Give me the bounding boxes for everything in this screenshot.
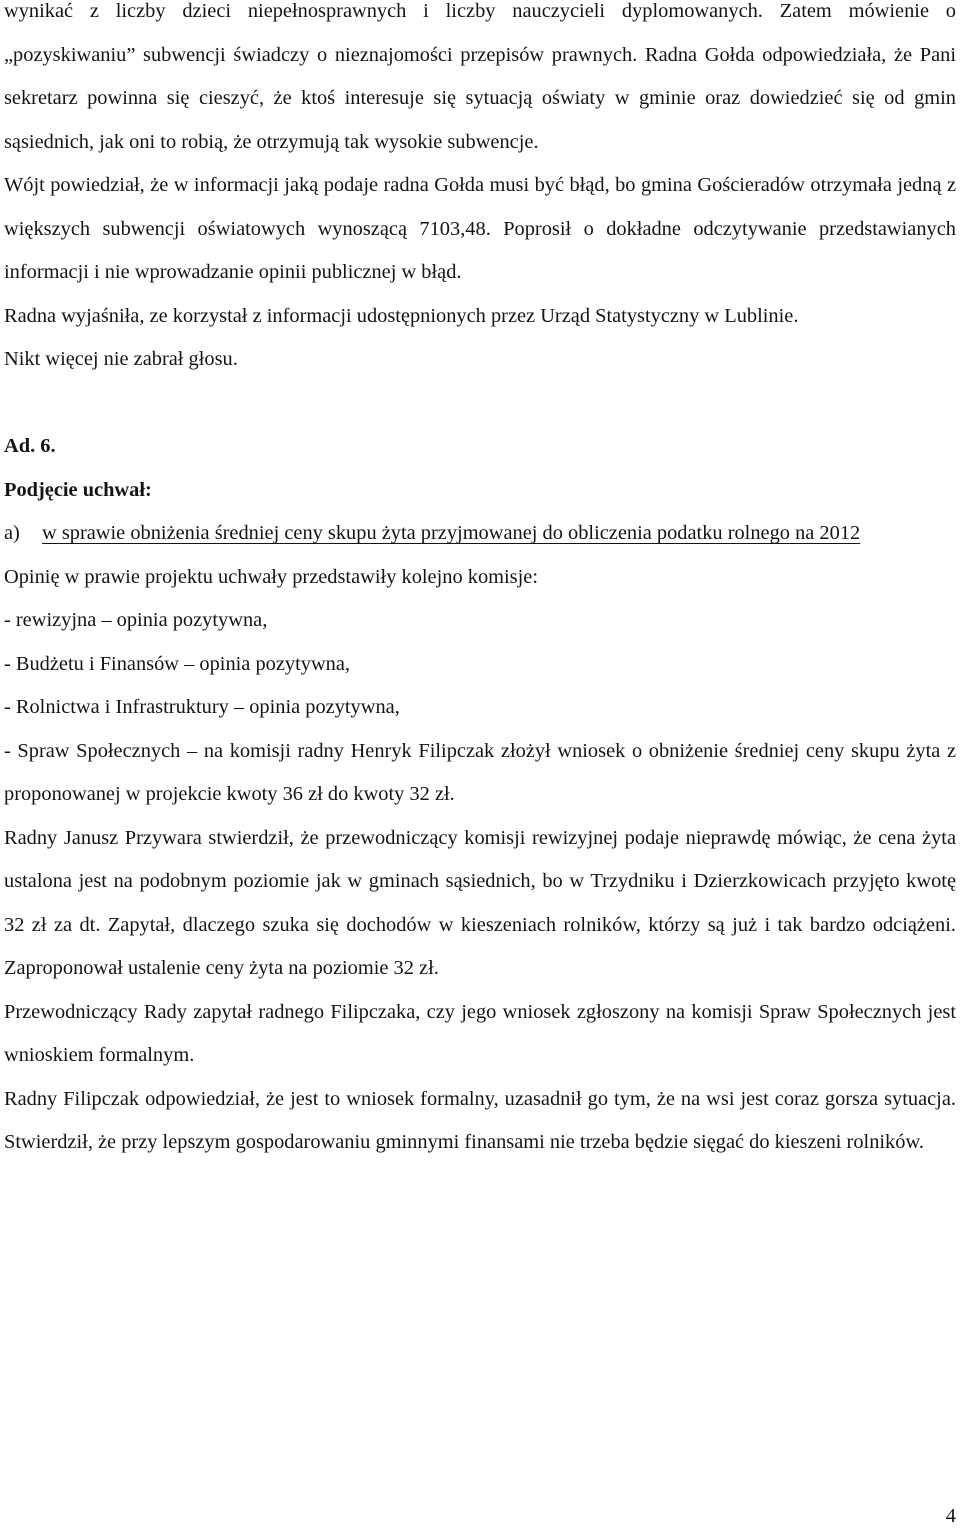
paragraph-no-more-voices: Nikt więcej nie zabrał głosu. (4, 348, 238, 370)
section-title: Podjęcie uchwał: (4, 478, 152, 501)
paragraph-subsidy-intro: wynikać z liczby dzieci niepełnosprawnych i liczby nauczycieli dyplomowanych. Zatem mówienie o „pozyskiwaniu” subwencji świadczy o nieznajomości przepisów prawnych. Radna Gołda odpowiedziała, że Pani sekretarz powinna się cieszyć, że ktoś interesuje się sytuacją oświaty w gminie oraz dowiedzieć się od gmin sąsiednich, jak oni to robią, że otrzymują tak wysokie subwencje. (4, 0, 956, 153)
list-item-a (4, 512, 956, 556)
section-number: Ad. 6. (4, 435, 56, 457)
commission-budzetu: - Budżetu i Finansów – opinia pozytywna, (4, 652, 351, 675)
spacer (4, 382, 956, 426)
commission-spraw-spolecznych: - Spraw Społecznych – na komisji radny Henryk Filipczak złożył wniosek o obniżenie średniej ceny skupu żyta z proponowanej w projekcie kwoty 36 zł do kwoty 32 zł. (4, 739, 956, 805)
page-number: 4 (945, 1505, 956, 1527)
paragraph-radna-explanation: Radna wyjaśniła, ze korzystał z informacji udostępnionych przez Urząd Statystyczny w Lublinie. (4, 304, 799, 327)
paragraph-opinion-intro: Opinię w prawie projektu uchwały przedstawiły kolejno komisje: (4, 565, 538, 588)
paragraph-przewodniczacy: Przewodniczący Rady zapytał radnego Filipczaka, czy jego wniosek zgłoszony na komisji Spraw Społecznych jest wnioskiem formalnym. (4, 1000, 956, 1066)
list-item-marker: a) (4, 522, 20, 544)
commission-rolnictwa: - Rolnictwa i Infrastruktury – opinia pozytywna, (4, 696, 400, 718)
paragraph-filipczak: Radny Filipczak odpowiedział, że jest to wniosek formalny, uzasadnił go tym, że na wsi jest coraz gorsza sytuacja. Stwierdził, że przy lepszym gospodarowaniu gminnymi finansami nie trzeba będzie sięgać do kieszeni rolników. (4, 1087, 956, 1153)
commission-rewizyjna: - rewizyjna – opinia pozytywna, (4, 609, 268, 631)
document-page (4, 0, 956, 1165)
list-item-text: w sprawie obniżenia średniej ceny skupu żyta przyjmowanej do obliczenia podatku rolnego na 2012 (42, 522, 861, 544)
paragraph-przywara: Radny Janusz Przywara stwierdził, że przewodniczący komisji rewizyjnej podaje nieprawdę mówiąc, że cena żyta ustalona jest na podobnym poziomie jak w gminach sąsiednich, bo w Trzydniku i Dzierzkowicach przyjęto kwotę 32 zł za dt. Zapytał, dlaczego szuka się dochodów w kieszeniach rolników, którzy są już i tak bardzo odciążeni. Zaproponował ustalenie ceny żyta na poziomie 32 zł. (4, 826, 956, 979)
paragraph-wojt-response: Wójt powiedział, że w informacji jaką podaje radna Gołda musi być błąd, bo gmina Gościeradów otrzymała jedną z większych subwencji oświatowych wynoszącą 7103,48. Poprosił o dokładne odczytywanie przedstawianych informacji i nie wprowadzanie opinii publicznej w błąd. (4, 174, 956, 283)
